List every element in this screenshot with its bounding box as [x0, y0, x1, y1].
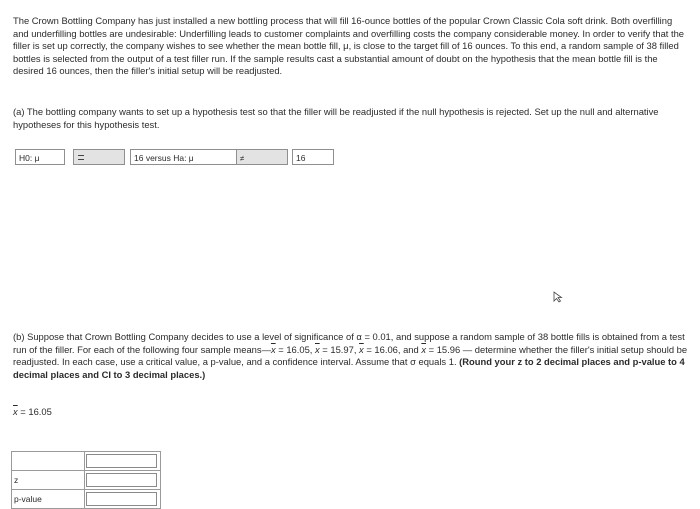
part-b-text [13, 331, 693, 381]
row-label [12, 452, 85, 471]
sample-mean-label [13, 406, 52, 417]
row-label-p-value: p-value [12, 490, 85, 509]
sample-mean-value: = 16.05 [17, 406, 52, 417]
xbar-symbol: $\overline{x}$ [359, 343, 364, 355]
xbar-symbol: $\overline{x}$ [270, 343, 276, 355]
header-input[interactable] [86, 454, 157, 468]
p-value-input[interactable] [86, 492, 157, 506]
z-input[interactable] [86, 473, 157, 487]
xbar-symbol: $\overline{x}$ [421, 343, 427, 355]
part-a-text: (a) The bottling company wants to set up a hypothesis test so that the filler will be readjusted if the null hypothesis is rejected. Set up the null and alternative hypotheses for this hypothesis test. [13, 106, 659, 130]
equals-icon [78, 155, 84, 160]
mean-4: = 15.96 [426, 343, 461, 355]
ha-label: 16 versus Ha: μ [130, 149, 240, 165]
ha-value: 16 [292, 149, 334, 165]
table-row [12, 490, 161, 509]
rounding-note: (Round your z to 2 decimal places and p-value to 4 decimal places and CI to 3 decimal places.) [13, 356, 685, 380]
table-row [12, 471, 161, 490]
h0-label: H0: μ [15, 149, 65, 165]
xbar-symbol: $\overline{x}$ [315, 343, 320, 355]
xbar-symbol: $\overline{x}$ [13, 406, 18, 417]
problem-intro: The Crown Bottling Company has just installed a new bottling process that will fill 16-ounce bottles of the popular Crown Classic Cola soft drink. Both overfilling and underfilling bottles are undesirable: Underfilling leads to customer complaints and overfilling costs the company considerable money. In order to verify that the filler is set up correctly, the company wishes to see whether the mean bottle fill, μ, is close to the target fill of 16 ounces. To this end, a random sample of 38 filled bottles is selected from the output of a test filler run. If the sample results cast a substantial amount of doubt on the hypothesis that the mean bottle fill is the desired 16 ounces, then the filler's initial setup will be readjusted. [13, 15, 685, 77]
part-b-instructions: — determine whether the filler's initial setup should be readjusted. In each case, use a critical value, a p-value, and a confidence interval. Assume that σ equals 1. [13, 343, 688, 368]
mean-2: = 15.97, [319, 343, 360, 355]
row-label-z: z [12, 471, 85, 490]
mouse-cursor-icon [553, 291, 565, 303]
mean-3: = 16.06, and [363, 343, 422, 355]
h0-operator-select[interactable] [73, 149, 125, 165]
table-row [12, 452, 161, 471]
results-table [11, 451, 161, 509]
not-equal-icon: ≠ [240, 154, 245, 163]
mean-1: = 16.05, [275, 343, 315, 355]
ha-operator-select[interactable] [236, 149, 288, 165]
part-b-intro: (b) Suppose that Crown Bottling Company decides to use a level of significance of α = 0.01, and suppose a random sample of 38 bottle fills is obtained from a test run of the filler. For each of the following four sample means— [13, 331, 685, 355]
